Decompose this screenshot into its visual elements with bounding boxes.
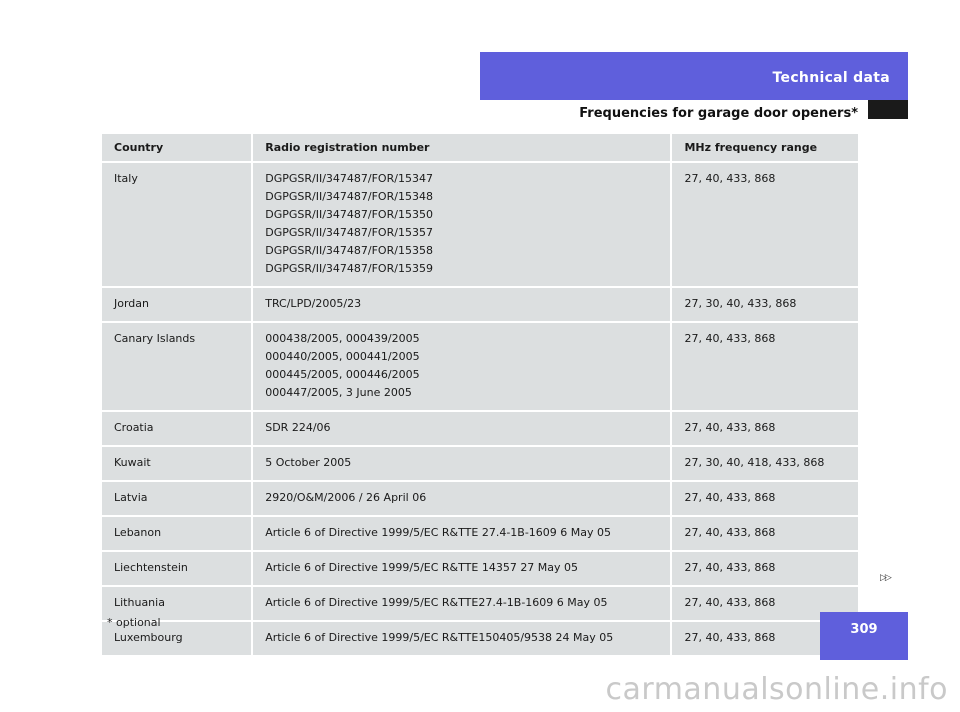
country-label: Kuwait bbox=[114, 456, 151, 469]
registration-line: DGPGSR/II/347487/FOR/15350 bbox=[265, 208, 433, 221]
country-label: Jordan bbox=[114, 297, 149, 310]
section-marker bbox=[868, 100, 908, 119]
country-cell bbox=[102, 517, 251, 550]
section-tab-label: Technical data bbox=[772, 70, 890, 86]
frequency-value: 27, 40, 433, 868 bbox=[684, 596, 776, 609]
country-cell bbox=[102, 552, 251, 585]
country-cell bbox=[102, 288, 251, 321]
registration-line: 000438/2005, 000439/2005 bbox=[265, 332, 420, 345]
registration-line: SDR 224/06 bbox=[265, 421, 331, 434]
frequency-cell bbox=[672, 412, 858, 445]
registration-cell bbox=[253, 447, 670, 480]
table-row bbox=[102, 447, 858, 480]
frequency-cell bbox=[672, 447, 858, 480]
country-cell bbox=[102, 447, 251, 480]
page-subtitle: Frequencies for garage door openers* bbox=[579, 106, 858, 121]
table-row bbox=[102, 587, 858, 620]
frequency-value: 27, 40, 433, 868 bbox=[684, 526, 776, 539]
table-row bbox=[102, 552, 858, 585]
country-label: Italy bbox=[114, 172, 138, 185]
country-label: Lithuania bbox=[114, 596, 165, 609]
country-cell bbox=[102, 163, 251, 286]
country-label: Canary Islands bbox=[114, 332, 196, 345]
registration-line: Article 6 of Directive 1999/5/EC R&TTE150405/9538 24 May 05 bbox=[265, 631, 614, 644]
table-row bbox=[102, 622, 858, 655]
registration-line: Article 6 of Directive 1999/5/EC R&TTE 14357 27 May 05 bbox=[265, 561, 579, 574]
frequency-value: 27, 40, 433, 868 bbox=[684, 332, 776, 345]
continue-arrow-icon: ▷▷ bbox=[880, 573, 890, 583]
registration-cell bbox=[253, 517, 670, 550]
country-cell bbox=[102, 412, 251, 445]
table-row bbox=[102, 163, 858, 286]
table-row bbox=[102, 517, 858, 550]
country-cell bbox=[102, 482, 251, 515]
header-frequency: MHz frequency range bbox=[672, 134, 858, 161]
registration-line: 000445/2005, 000446/2005 bbox=[265, 368, 420, 381]
registration-line: TRC/LPD/2005/23 bbox=[265, 297, 362, 310]
country-label: Lebanon bbox=[114, 526, 162, 539]
frequency-cell bbox=[672, 517, 858, 550]
frequency-cell bbox=[672, 552, 858, 585]
header-registration: Radio registration number bbox=[253, 134, 670, 161]
frequency-value: 27, 40, 433, 868 bbox=[684, 561, 776, 574]
frequency-value: 27, 40, 433, 868 bbox=[684, 172, 776, 185]
registration-cell bbox=[253, 622, 670, 655]
frequency-table bbox=[100, 132, 860, 657]
table-row bbox=[102, 323, 858, 410]
frequency-cell bbox=[672, 163, 858, 286]
table-header-row bbox=[102, 134, 858, 161]
registration-line: DGPGSR/II/347487/FOR/15359 bbox=[265, 262, 433, 275]
registration-line: DGPGSR/II/347487/FOR/15357 bbox=[265, 226, 433, 239]
frequency-cell bbox=[672, 288, 858, 321]
registration-line: 2920/O&M/2006 / 26 April 06 bbox=[265, 491, 427, 504]
country-label: Liechtenstein bbox=[114, 561, 188, 574]
frequency-value: 27, 40, 433, 868 bbox=[684, 631, 776, 644]
frequency-cell bbox=[672, 323, 858, 410]
registration-cell bbox=[253, 323, 670, 410]
footnote: * optional bbox=[107, 616, 161, 629]
registration-cell bbox=[253, 288, 670, 321]
table-row bbox=[102, 288, 858, 321]
country-label: Luxembourg bbox=[114, 631, 183, 644]
registration-cell bbox=[253, 587, 670, 620]
registration-line: 000447/2005, 3 June 2005 bbox=[265, 386, 412, 399]
registration-line: 5 October 2005 bbox=[265, 456, 352, 469]
registration-line: DGPGSR/II/347487/FOR/15348 bbox=[265, 190, 433, 203]
registration-line: DGPGSR/II/347487/FOR/15347 bbox=[265, 172, 433, 185]
country-label: Latvia bbox=[114, 491, 148, 504]
registration-cell bbox=[253, 412, 670, 445]
registration-line: 000440/2005, 000441/2005 bbox=[265, 350, 420, 363]
frequency-value: 27, 30, 40, 418, 433, 868 bbox=[684, 456, 825, 469]
country-cell bbox=[102, 323, 251, 410]
registration-cell bbox=[253, 482, 670, 515]
registration-cell bbox=[253, 552, 670, 585]
registration-line: Article 6 of Directive 1999/5/EC R&TTE 27.4-1B-1609 6 May 05 bbox=[265, 526, 612, 539]
frequency-value: 27, 30, 40, 433, 868 bbox=[684, 297, 797, 310]
registration-line: Article 6 of Directive 1999/5/EC R&TTE27.4-1B-1609 6 May 05 bbox=[265, 596, 608, 609]
section-tab bbox=[480, 52, 908, 100]
table-row bbox=[102, 482, 858, 515]
registration-line: DGPGSR/II/347487/FOR/15358 bbox=[265, 244, 433, 257]
registration-cell bbox=[253, 163, 670, 286]
country-label: Croatia bbox=[114, 421, 154, 434]
frequency-cell bbox=[672, 482, 858, 515]
table-body bbox=[102, 163, 858, 655]
frequency-value: 27, 40, 433, 868 bbox=[684, 421, 776, 434]
page-number: 309 bbox=[850, 622, 878, 637]
frequency-value: 27, 40, 433, 868 bbox=[684, 491, 776, 504]
table-row bbox=[102, 412, 858, 445]
header-country: Country bbox=[102, 134, 251, 161]
page-number-box bbox=[820, 612, 908, 660]
watermark: carmanualsonline.info bbox=[605, 672, 948, 707]
